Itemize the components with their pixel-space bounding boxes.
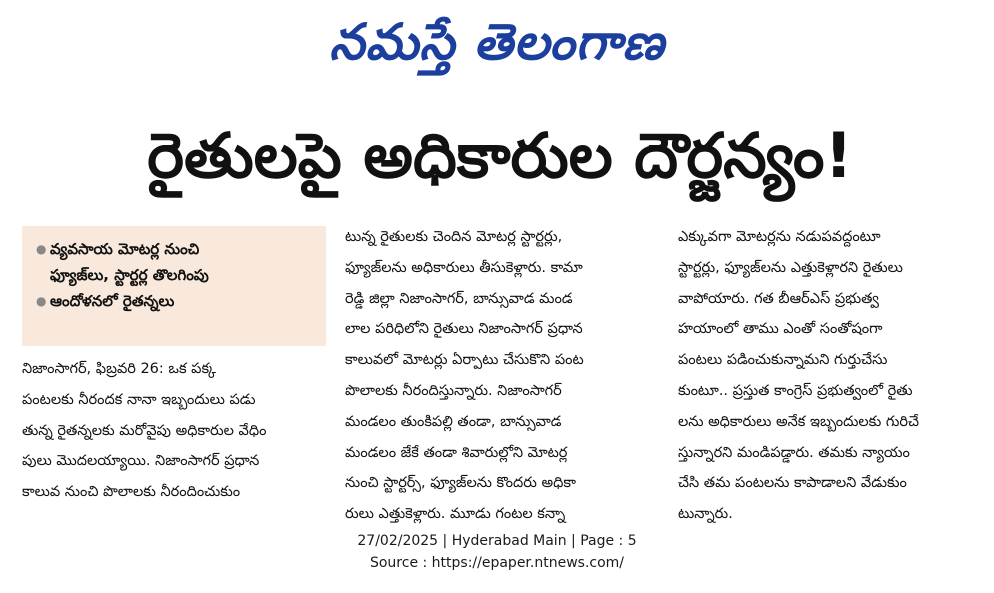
headline-text: రైతులపై అధికారుల దౌర్జన్యం! [147, 119, 853, 192]
column-line: తున్న రైతన్నలకు మరోవైపు అధికారుల వేధిం [22, 422, 267, 439]
column-line: వాపోయారు. గత బీఆర్‌ఎస్ ప్రభుత్వ [678, 290, 879, 307]
column-line: రులు ఎత్తుకెళ్లారు. మూడు గంటల కన్నా [345, 506, 566, 523]
column-line: ఎక్కువగా మోటర్లను నడుపవద్దంటూ [678, 229, 881, 245]
column-line: ఫ్యూజ్‌లను అధికారులు తీసుకెళ్లారు. కామా [345, 259, 583, 276]
column-line: టున్న రైతులకు చెందిన మోటర్ల స్టార్టర్లు, [345, 229, 563, 245]
newspaper-logo: నమస్తే తెలంగాణ [329, 13, 665, 71]
highlight-text: ఫ్యూజ్‌లు, స్టార్టర్ల తొలగింపు [50, 266, 209, 284]
column-line: నిజాంసాగర్, ఫిబ్రవరి 26: ఒక పక్క [22, 361, 217, 377]
column-line: చేసి తమ పంటలను కాపాడాలని వేడుకుం [678, 475, 907, 492]
column-line: రెడ్డి జిల్లా నిజాంసాగర్, బాన్సువాడ మండ [345, 290, 573, 307]
column-line: కాలువలో మోటర్లు ఏర్పాటు చేసుకొని పంట [345, 352, 584, 369]
masthead [0, 4, 994, 80]
highlight-item-continued [36, 262, 316, 288]
column-line: టున్నారు. [678, 506, 733, 523]
column-line: పొలాలకు నీరందిస్తున్నారు. నిజాంసాగర్ [345, 382, 562, 399]
page-footer [0, 530, 994, 574]
column-line: స్టార్టర్లు, ఫ్యూజ్‌లను ఎత్తుకెళ్లారని రైతులు [678, 259, 903, 276]
column-line: హయాంలో తాము ఎంతో సంతోషంగా [678, 321, 883, 338]
column-line: పంటలకు నీరందక నానా ఇబ్బందులు పడు [22, 391, 256, 408]
column-line: పంటలు పడించుకున్నామని గుర్తుచేసు [678, 352, 888, 369]
article-headline [20, 108, 980, 204]
column-line: లను అధికారులు అనేక ఇబ్బందులకు గురిచే [678, 413, 919, 430]
article-column-3 [678, 222, 978, 530]
bullet-icon: ● [36, 294, 47, 308]
column-line: కుంటూ.. ప్రస్తుత కాంగ్రెస్ ప్రభుత్వంలో రైతు [678, 382, 913, 399]
article-column-1 [22, 354, 328, 508]
column-line: మండలం తుంకిపల్లి తండా, బాన్సువాడ [345, 413, 562, 430]
column-line: కాలువ నుంచి పొలాలకు నీరందించుకుం [22, 484, 241, 501]
highlight-text: ఆందోళనలో రైతన్నలు [50, 292, 175, 310]
column-line: మండలం జేకే తండా శివారుల్లోని మోటర్ల [345, 444, 568, 461]
bullet-icon: ● [36, 242, 47, 256]
highlights-box [22, 226, 326, 346]
edition-info: 27/02/2025 | Hyderabad Main | Page : 5 [357, 533, 637, 549]
article-column-2 [345, 222, 653, 530]
source-link[interactable]: Source : https://epaper.ntnews.com/ [369, 555, 625, 571]
highlight-item [36, 236, 316, 262]
column-line: స్తున్నారని మండిపడ్డారు. తమకు న్యాయం [678, 444, 910, 461]
column-line: పులు మొదలయ్యాయి. నిజాంసాగర్ ప్రధాన [22, 453, 260, 470]
highlight-text: వ్యవసాయ మోటర్ల నుంచి [50, 240, 200, 258]
column-line: లాల పరిధిలోని రైతులు నిజాంసాగర్ ప్రధాన [345, 321, 583, 338]
column-line: నుంచి స్టార్టర్స్, ఫ్యూజ్‌లను కొందరు అధికా [345, 475, 576, 492]
highlight-item [36, 288, 316, 314]
